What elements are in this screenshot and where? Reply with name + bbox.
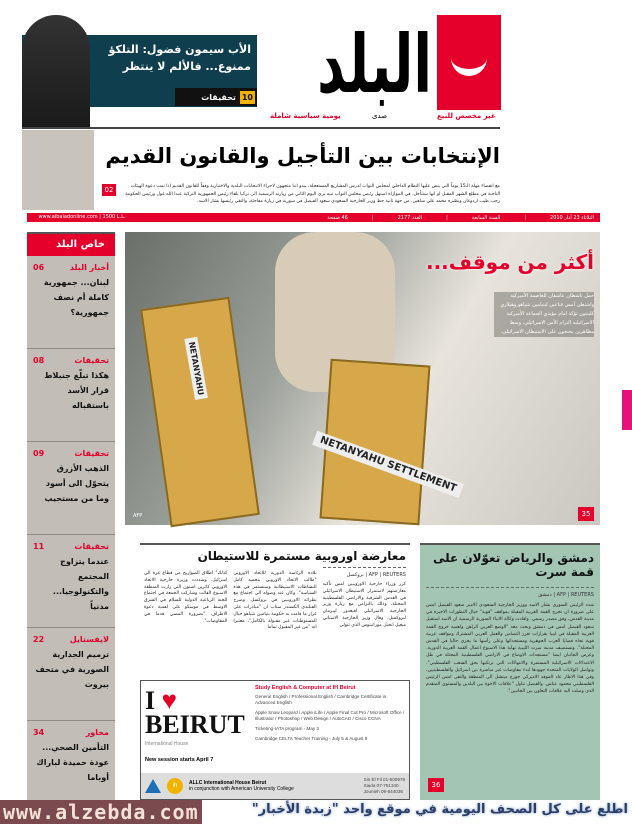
lead-summary: مع انقضاء مهلة الـ15 يوماً التي ينص عليها النظام الداخلي لمجلس النواب لدرس المشاريع المستعجلة، يبدو اننا متجهون لاجراء الانتخابات البلدية والاختيارية وفقاً للقانون القديم اذا تمت دعوة الهيئات الناخبة في مطلع الشهر المقبل او انها ستتأجل. في الموازاة استهل رئيس مجلس النواب نبيه بري اليوم الثاني من زيارته الرسمية الى تركيا بلقاء رئيس الجمهورية التركية عبدا الله غول ورئيس الحكومة رجب طيب اردوغان ونظيره محمد علي شاهين. من جهة ثانية حط وزير الخارجية السعودي سعود الفيصل في سورية في زيارة مفاجئة، والتقى رئيسها بشار الاسد. [125, 184, 500, 204]
ad-phones: Sin El Fil 01-500978 Saida 07-751340 Jounieh 09-644036 [363, 777, 405, 794]
sidebar-title: لبنان... جمهورية كاملة أم نصف جمهورية؟ [43, 278, 109, 317]
photo-banner: NETANYAHU SETTLEMENT [312, 431, 464, 499]
lead-headline[interactable]: الإنتخابات بين التأجيل والقانون القديم [105, 144, 500, 168]
photo-page-badge: 35 [578, 507, 594, 521]
promo-section-bar [175, 88, 257, 106]
sidebar-title: عندما يتزاوج المجتمع والتكنولوجيا... مدنياً [52, 557, 109, 611]
promo-photo [22, 15, 90, 127]
sidebar-title: الذهب الأزرق يتحوّل الى أسود وما من مستجيب [44, 464, 109, 503]
ad-logo-subtitle: International House [145, 741, 189, 747]
promo-page-number: 10 [241, 92, 253, 102]
article-body: كرر وزراء خارجية الاوروبيين امس تأكيد معارضتهم لاستمرار الاستيطان الاسرائيلي في القدس الشرقية والاراضي الفلسطينية المحتلة، وذلك بالتزامن مع زيارة وزير الخارجية الاسرائيلي افيغدور ليبرمان لبروكسل. وقال وزير الخارجية الاسباني ميغيل انخيل موراتينوس الذي تتولى [322, 582, 406, 628]
main-photo[interactable] [125, 232, 600, 525]
sidebar-section: أخبار البلد [69, 263, 109, 272]
article-page-badge: 36 [428, 778, 444, 792]
article-title: دمشق والرياض تعوّلان على قمة سرت [432, 551, 594, 579]
ad-org: ALLC International House Beirut [189, 780, 267, 786]
sidebar-page: 09 [33, 449, 45, 458]
ad-line: Apple Snow Leopard / Apple iLife / Apple Final Cut Pro / Microsoft Office / Illustrator / Photoshop / Web Design / AutoCAD / Cisco CCNA [255, 709, 405, 722]
photo-banner: NETANYAHU [184, 337, 208, 401]
issue-number: العدد 2177 [397, 214, 423, 221]
ad-session: New session starts April 7 [145, 757, 214, 763]
sidebar-title: ترميم الجدارية الصورية في متحف بيروت [35, 650, 109, 689]
ih-logo-icon: ih [167, 778, 183, 794]
article-title: معارضة اوروبية مستمرة للاستيطان [197, 549, 406, 563]
logo-mark [437, 15, 501, 110]
sidebar-section: تحقيقات [74, 356, 109, 365]
photo-caption: حمل ناشطان عاشقان للعاصمة الأميركية واشنطن أمس قناعين لبنيامين نتنياهو وهيلاري كلينتون تؤكد امام مؤيدي الجماعة الأميركية الاسرائيلية التزام الأمن الاسرائيلي، وسط مظاهرين يحتجون على الاستيطان الاسرائيلي. [494, 292, 594, 337]
ad-line: Ticketing-IATA program - May 3 [255, 725, 319, 731]
newspaper-logo: البلد [317, 18, 432, 111]
ad-headline: Study English & Computer at IH Beirut [255, 685, 356, 691]
not-for-sale-label: غير مخصص للبيع [437, 112, 496, 120]
sidebar-item[interactable] [27, 535, 115, 628]
sidebar-item[interactable] [27, 349, 115, 442]
url-bar: www.albaladonline.com | 1500 L.L. [27, 213, 137, 222]
ad-line: General English / Professional English / Cambridge Certificate in Advanced English [255, 693, 387, 706]
heart-icon: ♥ [161, 686, 178, 715]
issue-year: السنة السابعة [471, 214, 501, 221]
price: 1500 L.L. [102, 214, 126, 220]
photo-kicker: أكثر من موقف... [425, 250, 594, 274]
europe-article[interactable] [140, 543, 410, 675]
syria-article[interactable] [420, 543, 600, 800]
promo-title: الأب سيمون فضول: التلكؤ ممنوع... فالألم لا ينتظر [108, 43, 251, 73]
info-bar: الثلاثاء 23 آذار 2010 | السنة السابعة | العدد 2177 | 46 صفحة [135, 213, 600, 222]
article-byline: AFP | REUTERS | بروكسل [323, 567, 406, 578]
sidebar-item[interactable] [27, 628, 115, 721]
watermark-text: اطلع على كل الصحف اليومية في موقع واحد "زبدة الأخبار" [251, 802, 628, 817]
sidebar-section: محاور [85, 728, 109, 737]
article-body: شدد الرئيس السوري بشار الاسد ووزير الخارجية السعودي الامير سعود الفيصل امس على ضرورة ان تخرج القمة العربية المقبلة بمواقف "قوية" حيال التطورات الاخيرة في مدينة القدس، وفق مصدر رسمي. وافادت وكالة الانباء السورية الرسمية ان الاسد استقبل سعود الفيصل امس في دمشق وبحث معه "الوضع العربي الراهن واهمية خروج القمة العربية المقبلة في ليبيا بقرارات تعزز التضامن والعمل العربي المشترك ومواقف عربية قوية تجاه قضايا العرب الجوهرية ومستجداتها وعلى رأسها ما يجري حاليا في القدس المحتلة". وتستضيف مدينة سرت الليبية نهاية هذا الاسبوع اعمال القمة العربية الدورية. وعرض الجانبان ايضا "مستجدات الاوضاع في الاراضي الفلسطينية المحتلة في ظل الاعتداءات الاسرائيلية المستمرة والانتهاكات التي ترتكبها بحق الشعب الفلسطيني". وتواصل الولايات المتحدة جهودها لبدء مفاوضات غير مباشرة بين اسرائيل والفلسطينيين، وفي هذا الاطار عاد الموفد الاميركي جورج ميتشل الى المنطقة والتقى امس الرئيس الفلسطيني محمود عباس. والفيصل تناول "علاقات الاخوة بين البلدين والمستوى المتقدم الذي وصلت اليه علاقات التعاون بين الجانبين". [426, 603, 594, 695]
divider [22, 127, 500, 129]
sidebar-header: خاص البلد [27, 234, 115, 256]
sidebar-page: 34 [33, 728, 45, 737]
sidebar-title: هكذا تبلّغ جنبلاط قرار الأسد باستقباله [44, 371, 109, 410]
sidebar-page: 11 [33, 542, 45, 551]
sidebar-section: لايفستايل [69, 635, 109, 644]
ad-org-sub: in conjunction with American University College [189, 786, 294, 792]
sidebar-section: تحقيقات [74, 449, 109, 458]
sidebar-item[interactable] [27, 256, 115, 349]
page-count: 46 صفحة [327, 214, 348, 221]
ad-footer [141, 773, 409, 799]
website-url[interactable]: www.albaladonline.com [38, 214, 98, 220]
sidebar-section: تحقيقات [74, 542, 109, 551]
ad-logo: I ♥ BEIRUT [145, 686, 245, 739]
sidebar-title: التأمين الصحي... عودة حميدة لباراك أوباما [36, 743, 109, 782]
sidebar-page: 22 [33, 635, 45, 644]
watermark-url: www.alzebda.com [0, 800, 202, 824]
decorative-block [22, 130, 94, 210]
tagline: يومية سياسية شاملة [270, 112, 341, 120]
auc-logo-icon [145, 779, 161, 793]
issue-date: الثلاثاء 23 آذار 2010 [550, 214, 594, 221]
article-body: كذلك" اطلاق الصواريخ من قطاع غزة الى اسرائيل. وشددت وزيرة خارجية الاتحاد الاوروبي كاثرين اشتون التي زارت المنطقة الاسبوع الفائت وشاركت الجمعة في اجتماع للجنة الرباعية الدولية للسلام في الشرق الاوسط في موسكو على اهمية دعوة الاطراف "بضرورة المضي قدما في المفاوضات". [144, 571, 228, 624]
protest-sign [140, 297, 260, 527]
sidebar-item[interactable] [27, 442, 115, 535]
page-tab [622, 390, 632, 430]
ad-details [255, 685, 407, 745]
photo-credit: AFP [133, 513, 143, 519]
sidebar-page: 08 [33, 356, 45, 365]
article-byline: AFP | REUTERS | دمشق [426, 587, 594, 598]
sidebar-page: 06 [33, 263, 45, 272]
article-body: بلاده الرئاسة الدورية للاتحاد الاوروبي "طالب الاتحاد الاوروبي بتجميد كامل للنشاطات الاستيطانية وسنستمر في هذه السياسة". وكان عند وصوله الى اجتماع مع نظرائه الاوروبيين في بروكسل. وصرح الفنلندي الكسندر ستاب ان "مبادرات على غرار ما قامت به حكومة بنيامين نتنياهو حيال المستوطنات غير مقبولة بالكامل"، معتبرا انه "من غير المقبول تماما [233, 571, 317, 631]
edition-label: صدى [372, 112, 388, 120]
promo-section: تحقيقات [201, 92, 236, 102]
advertisement[interactable] [140, 680, 410, 800]
sidebar [27, 232, 115, 810]
lead-page-badge: 02 [102, 184, 116, 196]
ad-line: Cambridge CELTA Teacher Training - July 5 & August 9 [255, 735, 368, 741]
